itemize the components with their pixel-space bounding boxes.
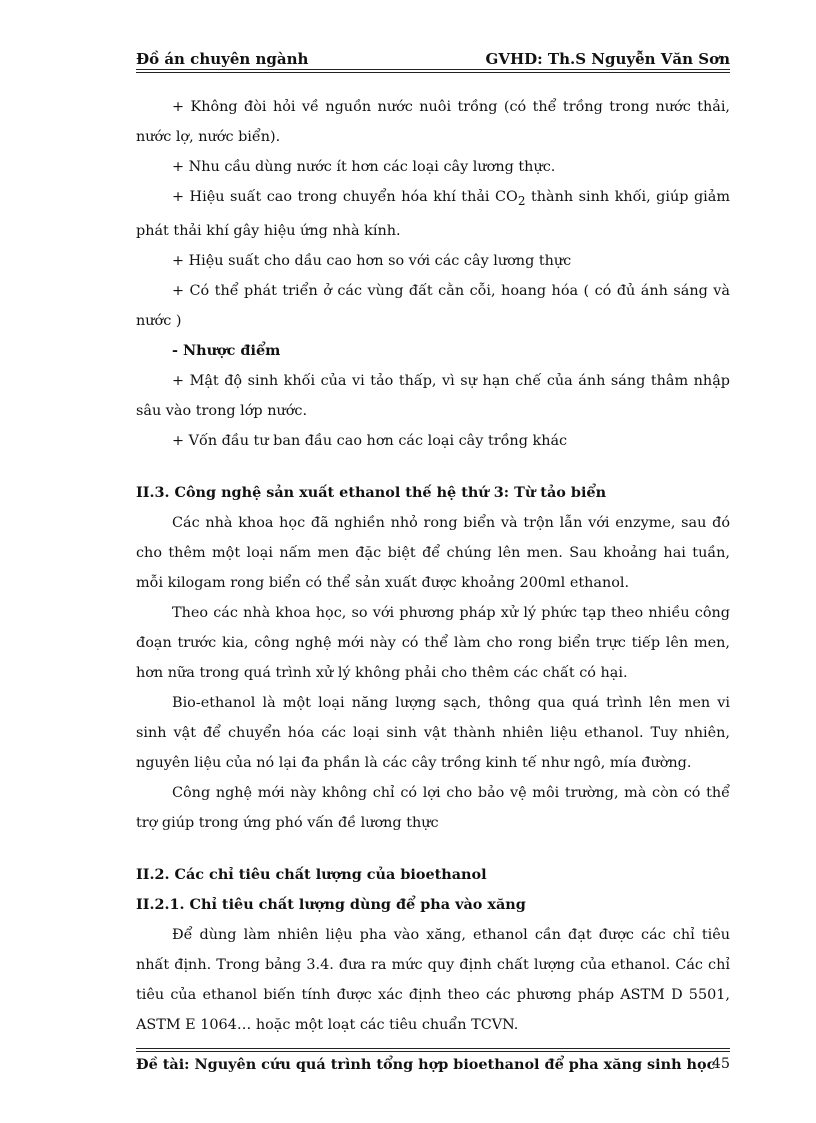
co2-subscript: 2 xyxy=(517,193,526,208)
footer-rule-top xyxy=(136,1048,730,1049)
paragraph-bioethanol: Bio-ethanol là một loại năng lượng sạch, thông qua quá trình lên men vi sinh vật để chuyển hóa các loại sinh vật thành nhiên liệu ethanol. Tuy nhiên, nguyên liệu của nó lại đa phần là các cây trồng kinh tế như ngô, mía đường. xyxy=(136,694,730,771)
bullet-co2-efficiency: + Hiệu suất cao trong chuyển hóa khí thải $CO_2$ thành sinh khối, giúp giảm phát thải khí gây hiệu ứng nhà kính. xyxy=(136,189,730,239)
header-rule-top xyxy=(136,69,730,70)
paragraph-new-technology: Theo các nhà khoa học, so với phương pháp xử lý phức tạp theo nhiều công đoạn trước kia, công nghệ mới này có thể làm cho rong biển trực tiếp lên men, hơn nữa trong quá trình xử lý không phải cho thêm các chất có hại. xyxy=(136,604,730,681)
section-heading-ii-2-1: II.2.1. Chỉ tiêu chất lượng dùng để pha vào xăng xyxy=(136,895,526,913)
disadvantages-heading: - Nhược điểm xyxy=(172,341,281,359)
paragraph-food-security: Công nghệ mới này không chỉ có lợi cho bảo vệ môi trường, mà còn có thể trợ giúp trong ứng phó vấn đề lương thực xyxy=(136,784,730,831)
bullet-biomass-density: + Mật độ sinh khối của vi tảo thấp, vì sự hạn chế của ánh sáng thâm nhập sâu vào trong lớp nước. xyxy=(136,372,730,419)
bullet-investment-cost: + Vốn đầu tư ban đầu cao hơn các loại cây trồng khác xyxy=(172,432,568,449)
header-rule-bottom xyxy=(136,72,730,73)
footer-rule-bottom xyxy=(136,1051,730,1052)
bullet-water-demand: + Nhu cầu dùng nước ít hơn các loại cây lương thực. xyxy=(172,159,556,175)
page-header xyxy=(136,50,730,70)
section-heading-ii-3: II.3. Công nghệ sản xuất ethanol thế hệ thứ 3: Từ tảo biển xyxy=(136,483,607,501)
footer-thesis-title: Đề tài: Nguyên cứu quá trình tổng hợp bioethanol để pha xăng sinh học xyxy=(136,1056,716,1073)
header-course-title: Đồ án chuyên ngành xyxy=(136,50,309,68)
page-number: 45 xyxy=(711,1056,730,1072)
bullet-oil-yield: + Hiệu suất cho dầu cao hơn so với các cây lương thực xyxy=(172,252,572,269)
bullet-water-source: + Không đòi hỏi về nguồn nước nuôi trồng (có thể trồng trong nước thải, nước lợ, nước biển). xyxy=(136,99,730,145)
header-supervisor: GVHD: Th.S Nguyễn Văn Sơn xyxy=(485,50,730,68)
paragraph-quality-criteria: Để dùng làm nhiên liệu pha vào xăng, ethanol cần đạt được các chỉ tiêu nhất định. Trong bảng 3.4. đưa ra mức quy định chất lượng của ethanol. Các chỉ tiêu của ethanol biến tính được xác định theo các phương pháp ASTM D 5501, ASTM E 1064… hoặc một loạt các tiêu chuẩn TCVN. xyxy=(136,926,730,1033)
section-heading-ii-2: II.2. Các chỉ tiêu chất lượng của bioethanol xyxy=(136,865,487,883)
bullet-barren-land: + Có thể phát triển ở các vùng đất cằn cỗi, hoang hóa ( có đủ ánh sáng và nước ) xyxy=(136,282,730,329)
paragraph-seaweed-process: Các nhà khoa học đã nghiền nhỏ rong biển và trộn lẫn với enzyme, sau đó cho thêm một loại nấm men đặc biệt để chúng lên men. Sau khoảng hai tuần, mỗi kilogam rong biển có thể sản xuất được khoảng 200ml ethanol. xyxy=(136,514,730,591)
page-content xyxy=(136,92,730,1040)
